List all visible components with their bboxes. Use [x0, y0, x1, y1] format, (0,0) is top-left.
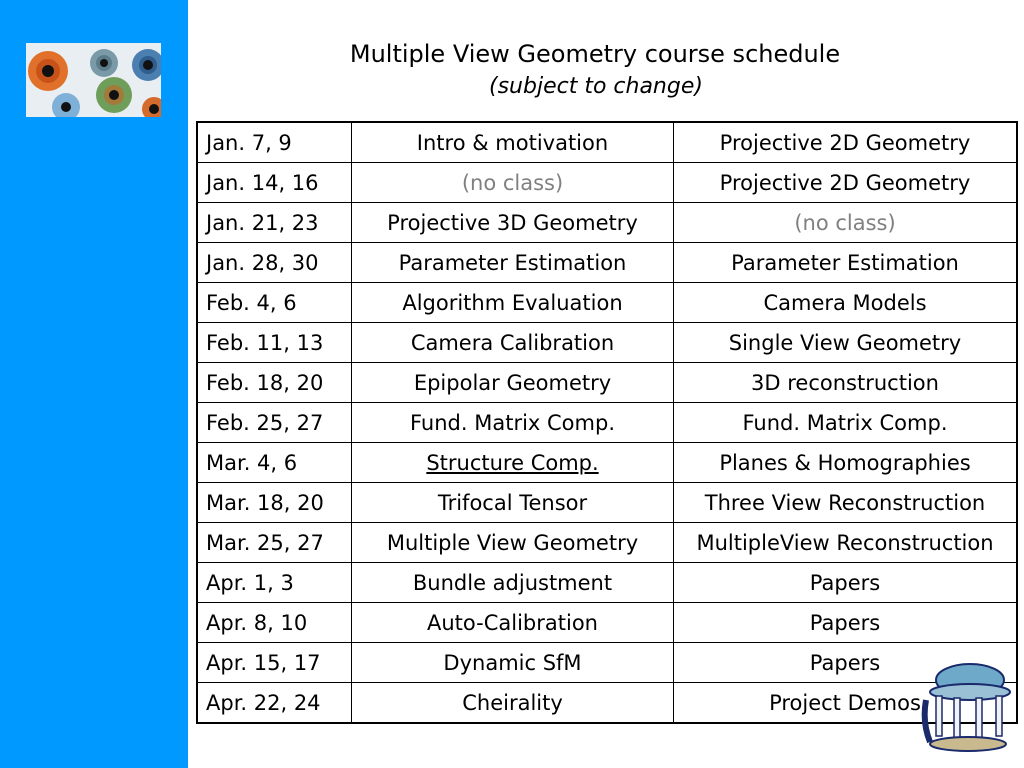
tuesday-topic-cell-text: Multiple View Geometry: [386, 530, 639, 555]
tuesday-topic-cell: [352, 283, 674, 323]
date-cell: [197, 283, 352, 323]
thursday-topic-cell-text: 3D reconstruction: [751, 370, 939, 395]
tuesday-topic-cell: [352, 403, 674, 443]
date-cell: [197, 603, 352, 643]
tuesday-topic-cell: [352, 122, 674, 163]
table-row: [197, 363, 1017, 403]
table-row: [197, 163, 1017, 203]
thursday-topic-cell-text: (no class): [794, 210, 896, 235]
thursday-topic-cell-text: Projective 2D Geometry: [719, 130, 971, 155]
date-cell: [197, 643, 352, 683]
thursday-topic-cell: [674, 483, 1018, 523]
date-cell-text: Jan. 28, 30: [206, 250, 319, 275]
tuesday-topic-cell-text: Parameter Estimation: [398, 250, 627, 275]
tuesday-topic-cell: [352, 323, 674, 363]
page-subtitle: (subject to change): [489, 74, 703, 99]
thursday-topic-cell-text: MultipleView Reconstruction: [696, 530, 994, 555]
table-row: [197, 563, 1017, 603]
thursday-topic-cell-text: Single View Geometry: [728, 330, 962, 355]
date-cell-text: Feb. 4, 6: [206, 290, 297, 315]
tuesday-topic-cell-text: Epipolar Geometry: [413, 370, 612, 395]
thursday-topic-cell: [674, 203, 1018, 243]
thursday-topic-cell: [674, 323, 1018, 363]
tuesday-topic-cell-text: Projective 3D Geometry: [387, 210, 638, 235]
tuesday-topic-cell: [352, 203, 674, 243]
thursday-topic-cell-text: Camera Models: [763, 290, 927, 315]
thursday-topic-cell: [674, 563, 1018, 603]
thursday-topic-cell: [674, 283, 1018, 323]
date-cell-text: Apr. 22, 24: [206, 690, 321, 715]
structure-comp-link[interactable]: Structure Comp.: [426, 450, 599, 475]
date-cell: [197, 443, 352, 483]
date-cell-text: Feb. 25, 27: [206, 410, 324, 435]
table-row: [197, 683, 1017, 724]
tuesday-topic-cell-text: Fund. Matrix Comp.: [410, 410, 615, 435]
tuesday-topic-cell-text: Auto-Calibration: [427, 610, 598, 635]
table-row: [197, 243, 1017, 283]
thursday-topic-cell: [674, 403, 1018, 443]
date-cell: [197, 203, 352, 243]
thursday-topic-cell: [674, 163, 1018, 203]
table-row: [197, 443, 1017, 483]
date-cell-text: Mar. 4, 6: [206, 450, 298, 475]
table-row: [197, 323, 1017, 363]
date-cell: [197, 563, 352, 603]
table-row: [197, 283, 1017, 323]
date-cell-text: Feb. 18, 20: [206, 370, 324, 395]
thursday-topic-cell: [674, 443, 1018, 483]
tuesday-topic-cell-text: Dynamic SfM: [443, 650, 582, 675]
thursday-topic-cell: [674, 363, 1018, 403]
date-cell: [197, 243, 352, 283]
tuesday-topic-cell-text: Bundle adjustment: [412, 570, 613, 595]
date-cell: [197, 323, 352, 363]
tuesday-topic-cell-text: Cheirality: [462, 690, 563, 715]
tuesday-topic-cell: [352, 443, 674, 483]
tuesday-topic-cell-text: Trifocal Tensor: [437, 490, 588, 515]
thursday-topic-cell-text: Project Demos: [769, 690, 921, 715]
page-title: Multiple View Geometry course schedule: [349, 40, 841, 68]
thursday-topic-cell-text: Papers: [809, 650, 881, 675]
tuesday-topic-cell: [352, 483, 674, 523]
thursday-topic-cell-text: Three View Reconstruction: [704, 490, 986, 515]
thursday-topic-cell-text: Parameter Estimation: [731, 250, 959, 275]
date-cell-text: Apr. 1, 3: [206, 570, 294, 595]
thursday-topic-cell: [674, 603, 1018, 643]
schedule-table: [196, 121, 1018, 724]
tuesday-topic-cell: [352, 683, 674, 724]
table-row: [197, 483, 1017, 523]
thursday-topic-cell-text: Papers: [809, 610, 881, 635]
tuesday-topic-cell: [352, 163, 674, 203]
thursday-topic-cell-text: Papers: [809, 570, 881, 595]
table-row: [197, 603, 1017, 643]
table-row: [197, 203, 1017, 243]
thursday-topic-cell-text: Projective 2D Geometry: [719, 170, 971, 195]
date-cell-text: Apr. 8, 10: [206, 610, 308, 635]
date-cell: [197, 122, 352, 163]
date-cell-text: Mar. 25, 27: [206, 530, 324, 555]
thursday-topic-cell: [674, 243, 1018, 283]
date-cell-text: Mar. 18, 20: [206, 490, 324, 515]
date-cell-text: Apr. 15, 17: [206, 650, 321, 675]
tuesday-topic-cell: [352, 523, 674, 563]
table-row: [197, 122, 1017, 163]
tuesday-topic-cell: [352, 603, 674, 643]
tuesday-topic-cell-text: Intro & motivation: [416, 130, 609, 155]
thursday-topic-cell-text: Fund. Matrix Comp.: [742, 410, 948, 435]
date-cell: [197, 403, 352, 443]
old-well-rotunda-icon: [920, 660, 1016, 754]
tuesday-topic-cell: [352, 563, 674, 603]
tuesday-topic-cell: [352, 643, 674, 683]
date-cell-text: Feb. 11, 13: [206, 330, 324, 355]
tuesday-topic-cell-text: Camera Calibration: [410, 330, 615, 355]
date-cell-text: Jan. 14, 16: [206, 170, 319, 195]
tuesday-topic-cell-text: (no class): [461, 170, 564, 195]
thursday-topic-cell: [674, 523, 1018, 563]
tuesday-topic-cell-text: Algorithm Evaluation: [402, 290, 623, 315]
thursday-topic-cell-text: Planes & Homographies: [719, 450, 971, 475]
date-cell-text: Jan. 21, 23: [206, 210, 319, 235]
table-row: [197, 523, 1017, 563]
table-row: [197, 643, 1017, 683]
tuesday-topic-cell: [352, 243, 674, 283]
date-cell: [197, 163, 352, 203]
date-cell-text: Jan. 7, 9: [206, 130, 292, 155]
date-cell: [197, 363, 352, 403]
date-cell: [197, 683, 352, 724]
table-row: [197, 403, 1017, 443]
date-cell: [197, 523, 352, 563]
date-cell: [197, 483, 352, 523]
thursday-topic-cell: [674, 122, 1018, 163]
tuesday-topic-cell: [352, 363, 674, 403]
